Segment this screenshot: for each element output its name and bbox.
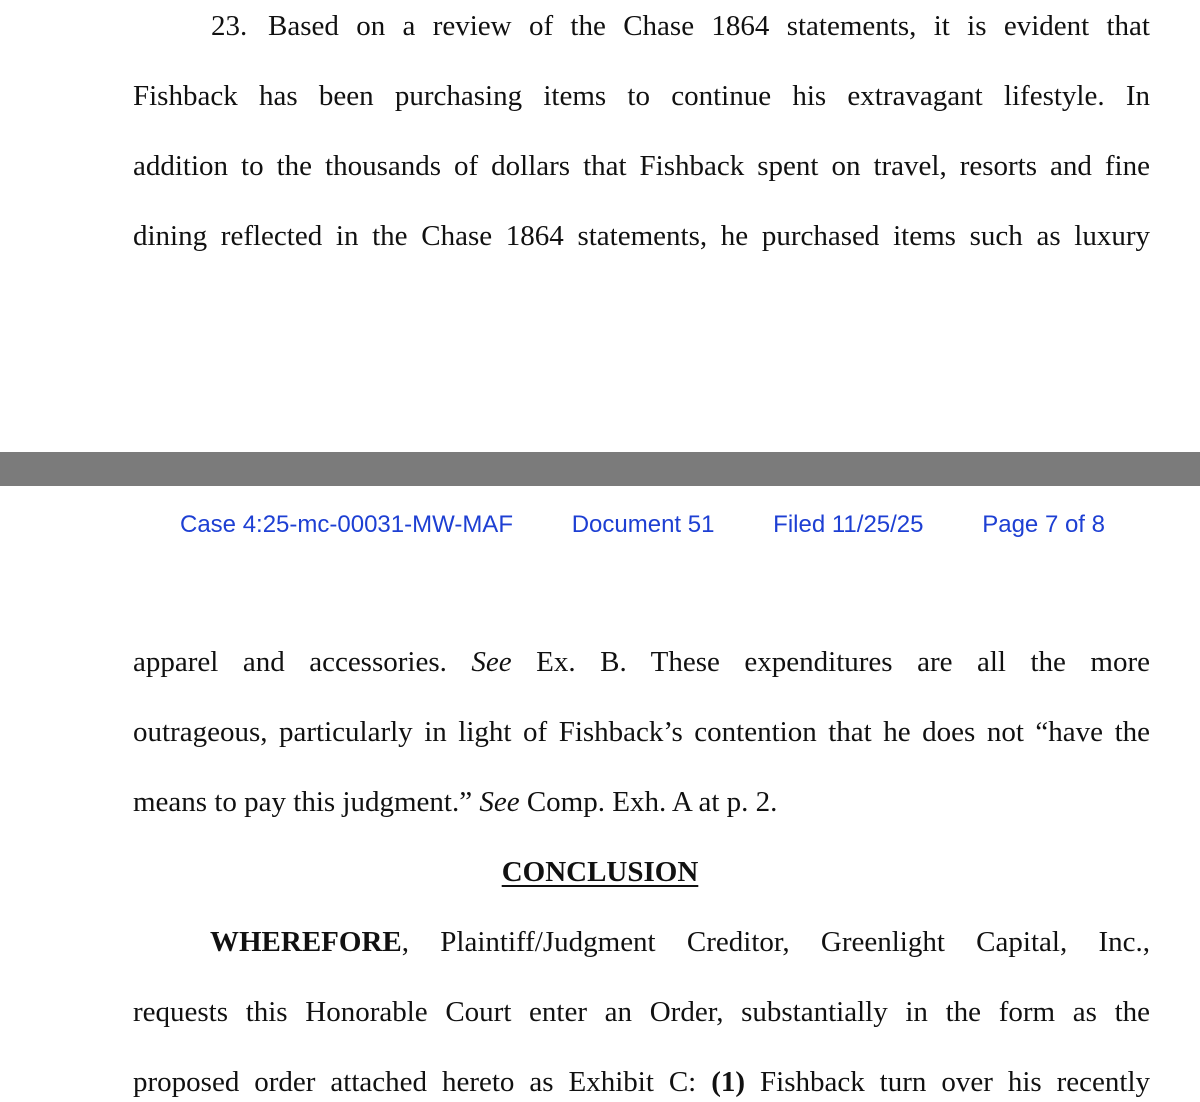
case-header [180,510,1105,540]
body-line: 23. Based on a review of the Chase 1864 statements, it is evident that [133,6,1150,46]
document-number: Document 51 [571,511,715,538]
page-number: Page 7 of 8 [982,511,1105,538]
body-line: Fishback has been purchasing items to continue his extravagant lifestyle. In [133,80,1150,112]
body-line: apparel and accessories. See Ex. B. These expenditures are all the more [133,646,1150,678]
body-line: addition to the thousands of dollars that Fishback spent on travel, resorts and fine [133,150,1150,182]
body-line: proposed order attached hereto as Exhibit C: (1) Fishback turn over his recently [133,1066,1151,1098]
filed-date: Filed 11/25/25 [773,511,924,538]
case-number: Case 4:25-mc-00031-MW-MAF [180,511,513,538]
body-line: WHEREFORE, Plaintiff/Judgment Creditor, Greenlight Capital, Inc., [210,926,1150,958]
body-line: means to pay this judgment.” See Comp. Exh. A at p. 2. [133,786,778,818]
body-line: outrageous, particularly in light of Fishback’s contention that he does not “have the [133,716,1150,748]
document-page-bottom [0,486,1200,1100]
section-heading: CONCLUSION [501,856,699,888]
paragraph-number: 23. [211,10,248,42]
body-line: dining reflected in the Chase 1864 statements, he purchased items such as luxury [133,220,1150,252]
body-line: requests this Honorable Court enter an Order, substantially in the form as the [133,996,1150,1028]
document-page-top [0,0,1200,452]
page-separator [0,452,1200,486]
